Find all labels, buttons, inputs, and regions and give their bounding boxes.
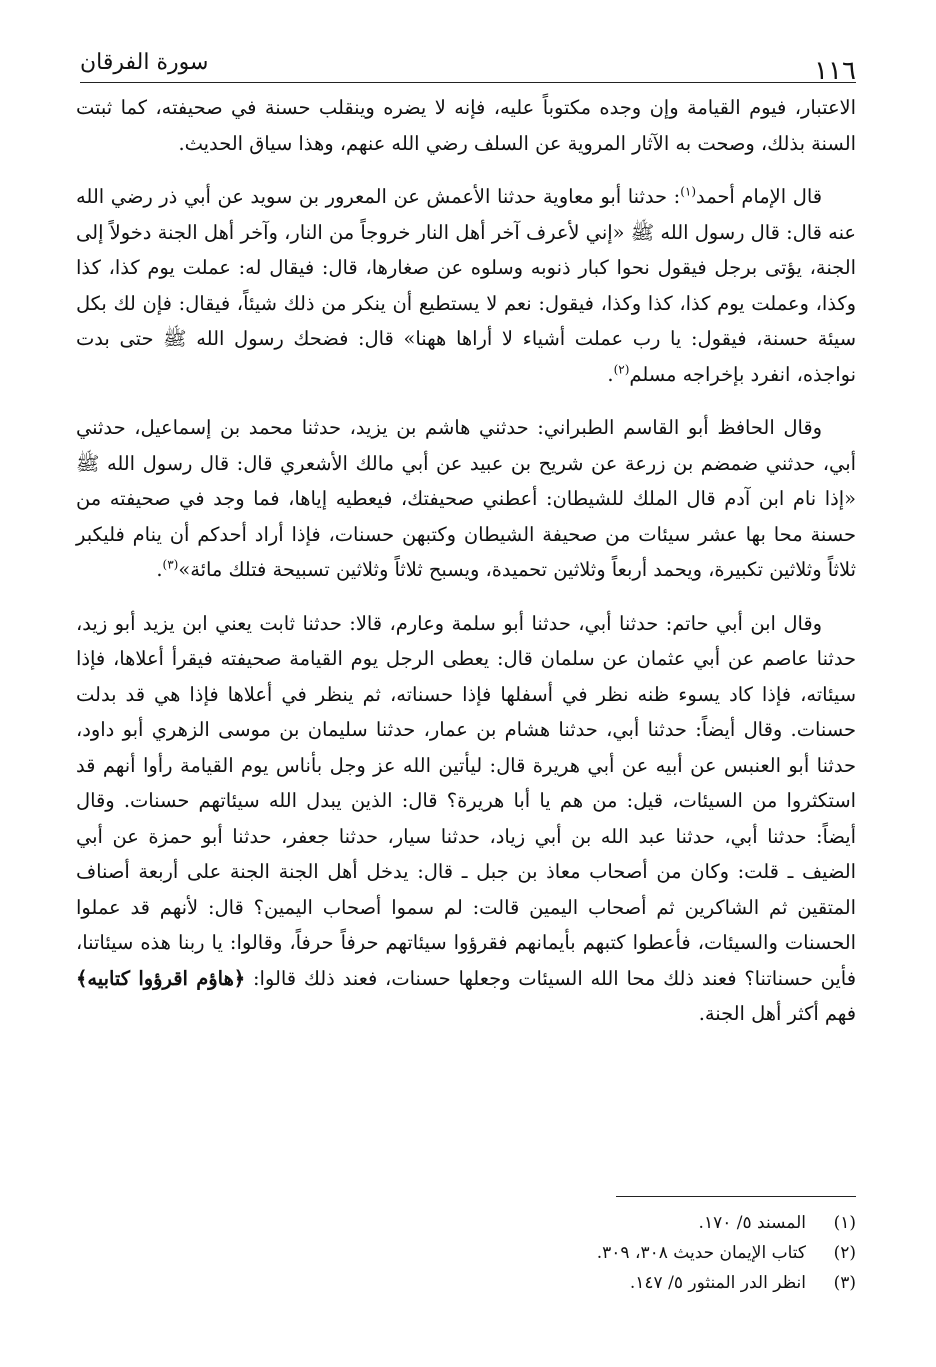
paragraph <box>76 606 856 1032</box>
paragraph-text: قال الإمام أحمد <box>696 185 822 208</box>
paragraph-text: وقال ابن أبي حاتم: حدثنا أبي، حدثنا أبو سلمة وعارم، قالا: حدثنا ثابت يعني ابن يزيد أبو زيد، حدثنا عاصم عن أبي عثمان عن سلمان قال: يعطى الرجل يوم القيامة صحيفته فيقرأ أعلاها، فإذا سيئاته، فإذا كاد يسوء ظنه نظر في أسفلها فإذا حسناته، ثم ينظر في أعلاها فإذا هي قد بدلت حسنات. وقال أيضاً: حدثنا أبي، حدثنا هشام بن عمار، حدثنا سليمان بن موسى الزهري أبو داود، حدثنا أبو العنبس عن أبيه عن أبي هريرة قال: ليأتين الله عز وجل بأناس يوم القيامة رأوا أنهم قد استكثروا من السيئات، قيل: من هم يا أبا هريرة؟ قال: الذين يبدل الله سيئاتهم حسنات. وقال أيضاً: حدثنا أبي، حدثنا عبد الله بن أبي زياد، حدثنا سيار، حدثنا جعفر، حدثنا أبو حمزة عن أبي الضيف ـ قلت: وكان من أصحاب معاذ بن جبل ـ قال: يدخل أهل الجنة الجنة على أربعة أصناف المتقين ثم الشاكرين ثم أصحاب اليمين قالت: لم سموا أصحاب اليمين؟ قال: لأنهم قد عملوا الحسنات والسيئات، فأعطوا كتبهم بأيمانهم فقرؤوا سيئاتهم حرفاً حرفاً، وقالوا: يا ربنا هذه سيئاتنا، فأين حسناتنا؟ فعند ذلك محا الله السيئات وجعلها حسنات، فعند ذلك قالوا: <box>76 611 856 990</box>
footnote-separator <box>616 1196 856 1197</box>
footnote-text: انظر الدر المنثور ٥/ ١٤٧. <box>629 1273 806 1293</box>
paragraph <box>76 410 856 588</box>
paragraph <box>76 90 856 161</box>
paragraph-text: الاعتبار، فيوم القيامة وإن وجده مكتوباً عليه، فإنه لا يضره وينقلب حسنة في صحيفته، كما ثبتت السنة بذلك، وصحت به الآثار المروية عن السلف رضي الله عنهم، وهذا سياق الحديث. <box>76 96 856 155</box>
footnote-number: (١) <box>833 1213 856 1233</box>
footnote-marker: (١) <box>680 184 697 199</box>
paragraph <box>76 179 856 392</box>
paragraph-text: فهم أكثر أهل الجنة. <box>698 1002 856 1025</box>
footnote-number: (٢) <box>833 1243 856 1263</box>
footnote <box>300 1208 856 1238</box>
paragraph-text: : حدثنا أبو معاوية حدثنا الأعمش عن المعرور بن سويد عن أبي ذر رضي الله عنه قال: قال رسول الله ﷺ «إني لأعرف آخر أهل النار خروجاً من النار، وآخر أهل الجنة دخولاً إلى الجنة، يؤتى برجل فيقول نحوا كبار ذنوبه وسلوه عن صغارها، قال: فيقال له: عملت يوم كذا، كذا وكذا، وعملت يوم كذا، كذا وكذا، فيقول: نعم لا يستطيع أن ينكر من ذلك شيئاً، فيقال: فإن لك بكل سيئة حسنة، فيقول: يا رب عملت أشياء لا أراها ههنا» قال: فضحك رسول الله ﷺ حتى بدت نواجذه، انفرد بإخراجه مسلم <box>76 185 856 386</box>
footnote <box>300 1268 856 1298</box>
footnote-number: (٣) <box>833 1273 856 1293</box>
quran-quote: ﴿هاؤم اقرؤوا كتابيه﴾ <box>76 966 246 990</box>
surah-name: سورة الفرقان <box>80 50 209 75</box>
paragraph-text: وقال الحافظ أبو القاسم الطبراني: حدثني هاشم بن يزيد، حدثنا محمد بن إسماعيل، حدثني أبي، حدثني ضمضم بن زرعة عن شريح بن عبيد عن أبي مالك الأشعري قال: قال رسول الله ﷺ «إذا نام ابن آدم قال الملك للشيطان: أعطني صحيفتك، فيعطيه إياها، فما وجد في صحيفته من حسنة محا بها عشر سيئات من صحيفة الشيطان وكتبهن حسنات، فإذا أراد أحدكم أن ينام فليكبر ثلاثاً وثلاثين تكبيرة، ويحمد أربعاً وثلاثين تحميدة، ويسبح ثلاثاً وثلاثين تسبيحة فتلك مائة» <box>76 416 856 581</box>
paragraph-text: . <box>607 362 614 386</box>
paragraph-text: . <box>156 558 163 581</box>
header-rule <box>80 82 856 83</box>
footnotes <box>300 1208 856 1298</box>
footnote-text: المسند ٥/ ١٧٠. <box>698 1213 806 1233</box>
page-header <box>80 38 856 84</box>
body-text <box>76 90 856 1050</box>
footnote-marker: (٣) <box>162 557 179 572</box>
footnote-text: كتاب الإيمان حديث ٣٠٨، ٣٠٩. <box>596 1243 806 1263</box>
footnote-marker: (٢) <box>613 362 630 377</box>
page-number: ١١٦ <box>814 56 856 86</box>
footnote <box>300 1238 856 1268</box>
